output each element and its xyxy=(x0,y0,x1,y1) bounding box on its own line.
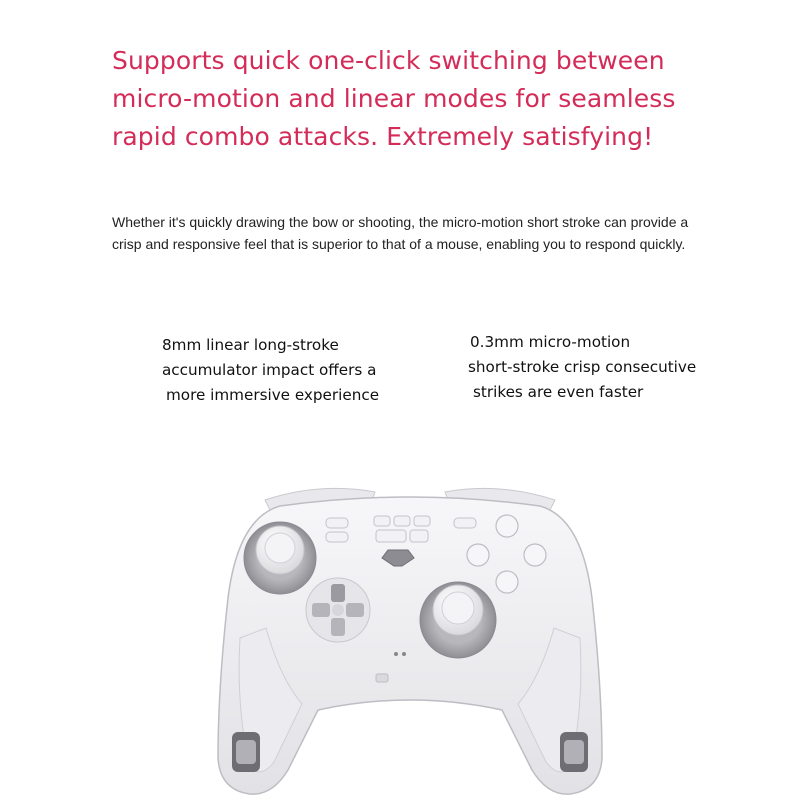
description-line-2: crisp and responsive feel that is superior to that of a mouse, enabling you to respond quickly. xyxy=(112,236,686,252)
headline-line-3: rapid combo attacks. Extremely satisfying! xyxy=(112,122,654,151)
gamepad-illustration xyxy=(210,478,610,800)
gamepad-controller-image xyxy=(210,478,610,800)
feature-micro-motion-mode xyxy=(468,330,696,405)
feature-linear-line-1: 8mm linear long-stroke xyxy=(162,336,339,354)
feature-micro-line-1: 0.3mm micro-motion xyxy=(470,333,631,351)
feature-linear-line-2: accumulator impact offers a xyxy=(162,361,377,379)
headline-line-1: Supports quick one-click switching between xyxy=(112,46,665,75)
feature-micro-line-3: strikes are even faster xyxy=(473,383,644,401)
feature-linear-mode xyxy=(162,333,379,408)
feature-micro-line-2: short-stroke crisp consecutive xyxy=(468,358,697,376)
feature-linear-line-3: more immersive experience xyxy=(166,386,380,404)
description-line-1: Whether it's quickly drawing the bow or shooting, the micro-motion short stroke can provide a xyxy=(112,214,689,230)
headline-line-2: micro-motion and linear modes for seamless xyxy=(112,84,676,113)
headline xyxy=(112,42,772,156)
description xyxy=(112,211,772,255)
